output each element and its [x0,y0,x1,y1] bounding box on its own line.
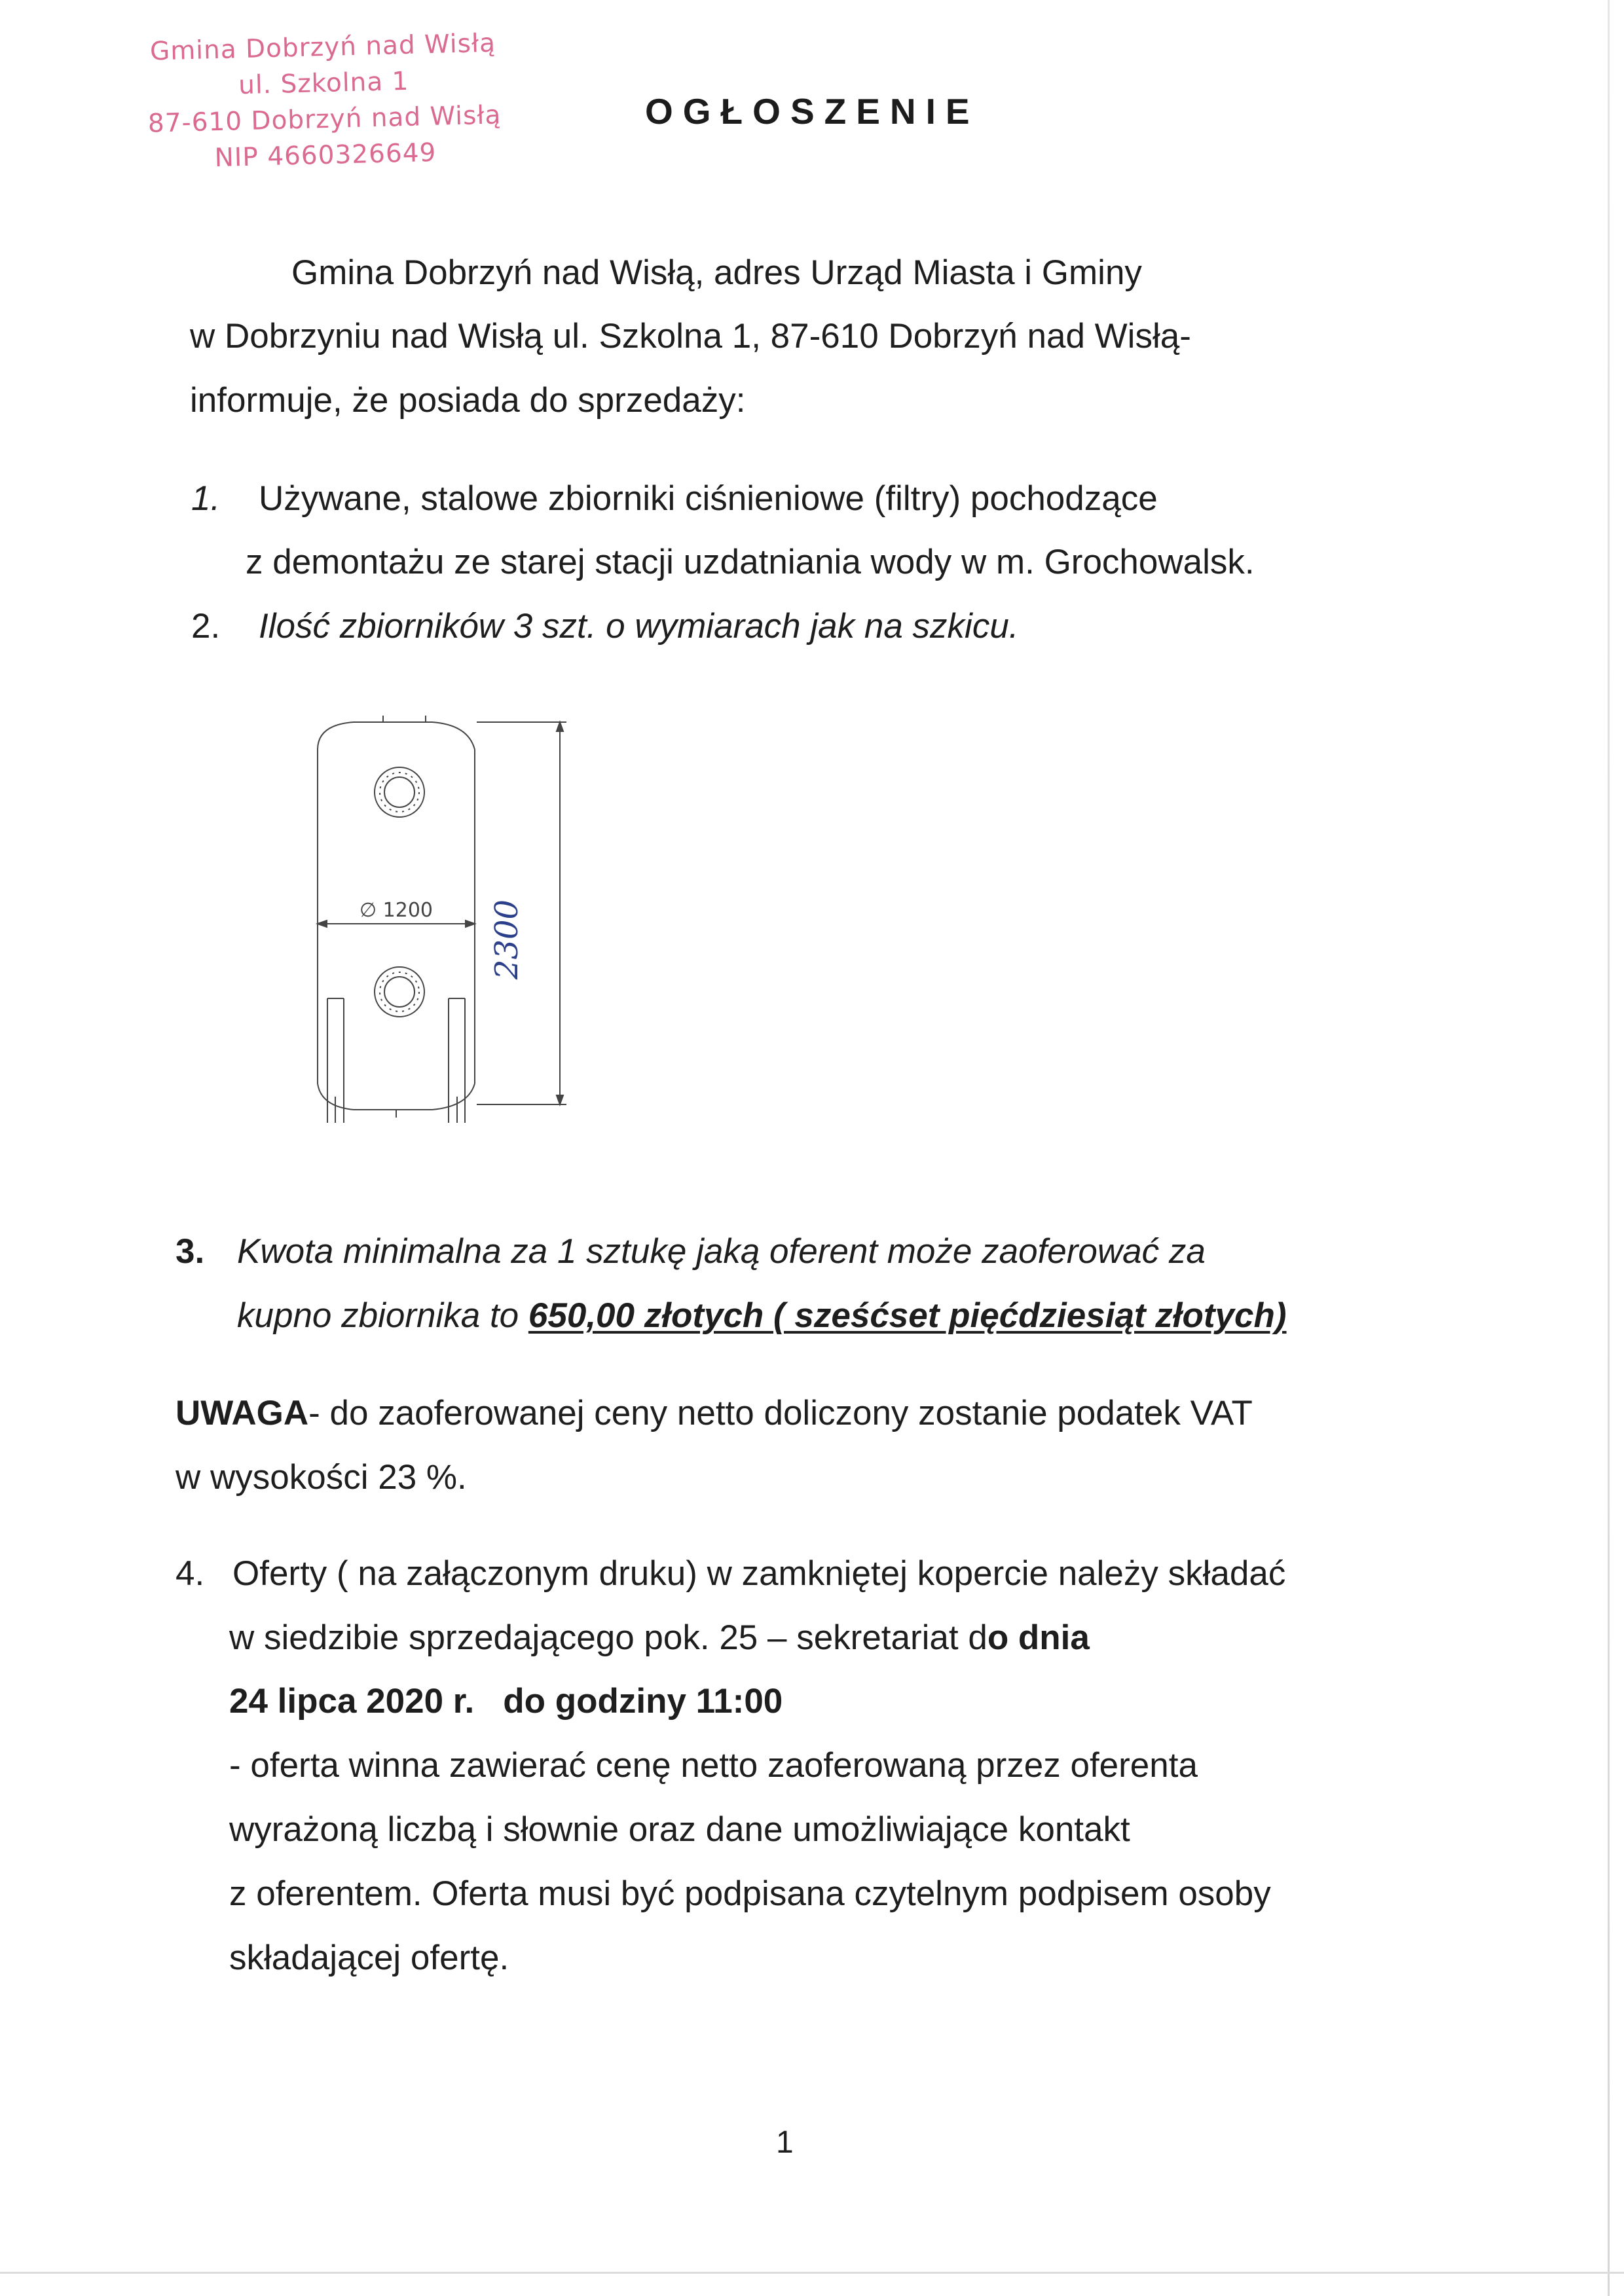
item-4-number: 4. [175,1554,205,1593]
height-label-handwritten: 2300 [489,899,525,980]
item-1-number: 1. [191,479,221,518]
upper-manhole-outer [375,767,424,817]
item-4-line-4: - oferta winna zawierać cenę netto zaoferowaną przez oferenta [229,1746,1198,1785]
deadline-time: do godziny 11:00 [503,1682,783,1721]
deadline-line [229,1681,783,1722]
tank-top-dome [318,722,475,750]
item-3-line-2-prefix: kupno zbiornika to [237,1296,528,1335]
minimum-price: 650,00 złotych ( sześćset pięćdziesiąt złotych) [528,1296,1287,1335]
item-1-line-1: Używane, stalowe zbiorniki ciśnieniowe (filtry) pochodzące [259,479,1158,518]
item-4-line-2-prefix: w siedzibie sprzedającego pok. 25 – sekretariat d [229,1618,987,1657]
item-2-text: Ilość zbiorników 3 szt. o wymiarach jak na szkicu. [259,607,1019,646]
tank-bottom-dome [318,1084,475,1110]
item-4-line-2 [229,1617,1090,1659]
warning-label: UWAGA [175,1394,309,1432]
item-4-line-5: wyrażoną liczbą i słownie oraz dane umożliwiające kontakt [229,1810,1130,1849]
warning-line-1-rest: - do zaoferowanej ceny netto doliczony zostanie podatek VAT [308,1394,1253,1432]
address-stamp [126,25,522,179]
diameter-arrow-left [318,920,327,927]
scan-edge-bottom [0,2272,1624,2274]
intro-line-2: w Dobrzyniu nad Wisłą ul. Szkolna 1, 87-610 Dobrzyń nad Wisłą- [190,317,1191,355]
item-3-line-1: Kwota minimalna za 1 sztukę jaką oferent może zaoferować za [237,1232,1206,1271]
warning-line-2: w wysokości 23 %. [175,1458,467,1497]
intro-line-3: informuje, że posiada do sprzedaży: [190,381,746,420]
item-4-line-1: Oferty ( na załączonym druku) w zamkniętej kopercie należy składać [232,1554,1286,1593]
item-3-line-2 [237,1295,1287,1337]
stamp-line-3: 87-610 Dobrzyń nad Wisłą [147,100,502,139]
height-arrow-top [557,722,563,731]
lower-manhole-inner [384,977,415,1007]
scan-edge-right [1608,0,1610,2296]
item-3-number: 3. [175,1232,205,1271]
diameter-label: ∅ 1200 [359,899,434,922]
tank-sketch [301,704,596,1123]
stamp-line-2: ul. Szkolna 1 [238,66,409,101]
stamp-line-1: Gmina Dobrzyń nad Wisłą [149,28,496,67]
stamp-line-4: NIP 4660326649 [214,137,437,173]
lower-manhole-bolts [380,972,419,1011]
item-4-line-7: składającej ofertę. [229,1939,509,1977]
item-2-number: 2. [191,607,221,646]
intro-line-1: Gmina Dobrzyń nad Wisłą, adres Urząd Miasta i Gminy [291,253,1142,292]
deadline-date: 24 lipca 2020 r. [229,1682,475,1721]
item-4-line-2-bold: o dnia [987,1618,1090,1657]
page-number: 1 [776,2125,794,2160]
upper-manhole-inner [384,777,415,807]
document-title: OGŁOSZENIE [645,91,980,132]
upper-manhole-bolts [380,773,419,812]
item-4-line-6: z oferentem. Oferta musi być podpisana czytelnym podpisem osoby [229,1874,1271,1913]
lower-manhole-outer [375,967,424,1017]
height-arrow-bottom [557,1095,563,1104]
diameter-arrow-right [466,920,475,927]
item-1-line-2: z demontażu ze starej stacji uzdatniania wody w m. Grochowalsk. [246,543,1255,581]
warning-line-1 [175,1393,1253,1434]
